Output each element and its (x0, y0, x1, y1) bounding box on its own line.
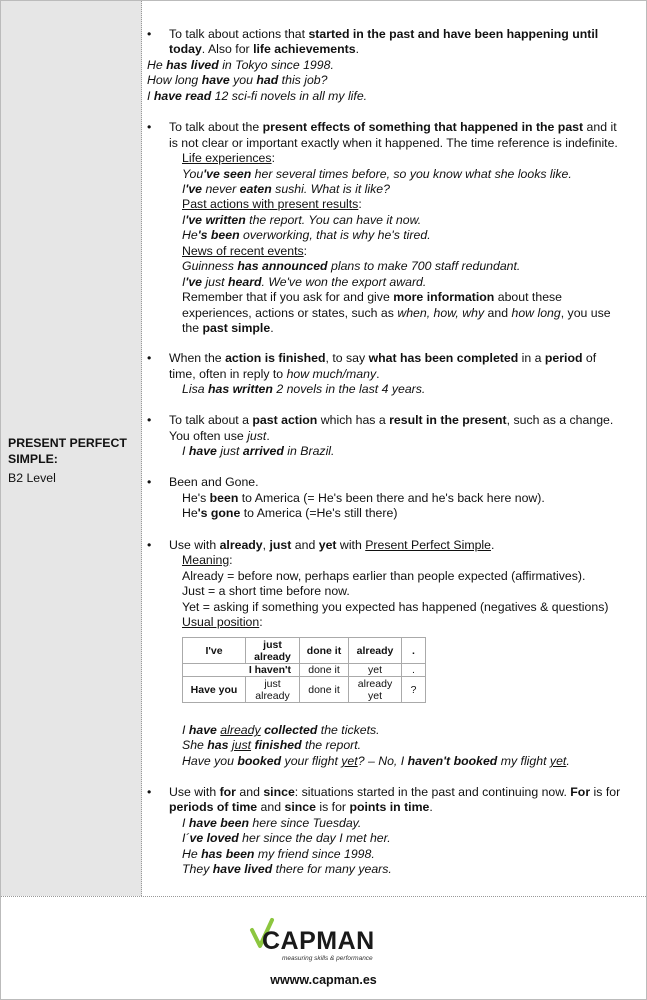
subheading: Life experiences: (182, 151, 275, 165)
example-line: He's been overworking, that is why he's tired. (182, 228, 431, 242)
position-table (182, 637, 426, 703)
text-line: is not clear or important exactly when it happened. The time reference is indefinite. (169, 136, 618, 150)
text-line: the past simple. (182, 321, 274, 335)
example-line: He has been my friend since 1998. (182, 847, 375, 861)
text-line: You often use just. (169, 429, 270, 443)
text-line: experiences, actions or states, such as when, how, why and how long, you use (182, 306, 611, 320)
table-cell: ? (402, 677, 426, 703)
subheading: News of recent events: (182, 244, 308, 258)
table-row (183, 677, 426, 703)
text-line: periods of time and since is for points in time. (169, 800, 433, 814)
text-line: Use with already, just and yet with Present Perfect Simple. (169, 538, 495, 552)
logo-tagline: measuring skills & performance (282, 955, 373, 962)
bullet: • (147, 351, 152, 365)
example-line: I have already collected the tickets. (182, 723, 380, 737)
table-row (183, 638, 426, 664)
check-icon (246, 916, 406, 968)
table-cell: I haven't (183, 664, 300, 677)
bullet: • (147, 785, 152, 799)
text-line: When the action is finished, to say what has been completed in a period of (169, 351, 597, 365)
logo-text: CAPMAN (262, 927, 375, 955)
example-line: You've seen her several times before, so you know what she looks like. (182, 167, 572, 181)
example-line: They have lived there for many years. (182, 862, 392, 876)
text-line: time, often in reply to how much/many. (169, 367, 380, 381)
table-cell: I've (183, 638, 246, 664)
example-line: I´ve loved her since the day I met her. (182, 831, 391, 845)
text-line: To talk about actions that started in the past and have been happening until (169, 27, 599, 41)
text-line: Remember that if you ask for and give more information about these (182, 290, 563, 304)
text-line: To talk about a past action which has a result in the present, such as a change. (169, 413, 614, 427)
example-line: He has lived in Tokyo since 1998. (147, 58, 334, 72)
bullet: • (147, 538, 152, 552)
example-line: I've never eaten sushi. What is it like? (182, 182, 390, 196)
bullet: • (147, 27, 152, 41)
subheading: Usual position: (182, 615, 263, 629)
example-line: She has just finished the report. (182, 738, 362, 752)
text-line: Already = before now, perhaps earlier than people expected (affirmatives). (182, 569, 586, 583)
table-cell: . (402, 638, 426, 664)
text-line: today. Also for life achievements. (169, 42, 360, 56)
table-cell: done it (300, 638, 349, 664)
bullet: • (147, 413, 152, 427)
table-cell: already (349, 638, 402, 664)
example-line: I have been here since Tuesday. (182, 816, 362, 830)
capman-logo (246, 916, 406, 968)
example-line: Guinness has announced plans to make 700 staff redundant. (182, 259, 521, 273)
example-line: I've just heard. We've won the export award. (182, 275, 427, 289)
table-cell: . (402, 664, 426, 677)
text-line: Use with for and since: situations started in the past and continuing now. For is for (169, 785, 621, 799)
text-line: Yet = asking if something you expected has happened (negatives & questions) (182, 600, 609, 614)
text-line: To talk about the present effects of something that happened in the past and it (169, 120, 617, 134)
sidebar (1, 1, 142, 896)
example-line: I have just arrived in Brazil. (182, 444, 335, 458)
table-cell: done it (300, 677, 349, 703)
example-line: Lisa has written 2 novels in the last 4 years. (182, 382, 426, 396)
example-line: I've written the report. You can have it now. (182, 213, 422, 227)
subheading: Meaning: (182, 553, 233, 567)
bullet: • (147, 120, 152, 134)
bullet: • (147, 475, 152, 489)
table-cell: Have you (183, 677, 246, 703)
text-line: Been and Gone. (169, 475, 259, 489)
table-cell: already yet (349, 677, 402, 703)
text-line: Just = a short time before now. (182, 584, 350, 598)
example-line: Have you booked your flight yet? – No, I haven't booked my flight yet. (182, 754, 570, 768)
example-line: He's gone to America (=He's still there) (182, 506, 398, 520)
table-cell: done it (300, 664, 349, 677)
website-link[interactable]: wwww.capman.es (270, 973, 377, 987)
table-cell: just already (246, 677, 300, 703)
table-row (183, 664, 426, 677)
example-line: He's been to America (= He's been there and he's back here now). (182, 491, 545, 505)
table-cell: yet (349, 664, 402, 677)
level-label: B2 Level (8, 471, 56, 485)
example-line: How long have you had this job? (147, 73, 328, 87)
footer-divider (1, 896, 646, 897)
section-title: PRESENT PERFECT SIMPLE: (8, 436, 127, 466)
example-line: I have read 12 sci-fi novels in all my life. (147, 89, 368, 103)
table-cell: just already (246, 638, 300, 664)
subheading: Past actions with present results: (182, 197, 362, 211)
content-column (142, 1, 646, 896)
